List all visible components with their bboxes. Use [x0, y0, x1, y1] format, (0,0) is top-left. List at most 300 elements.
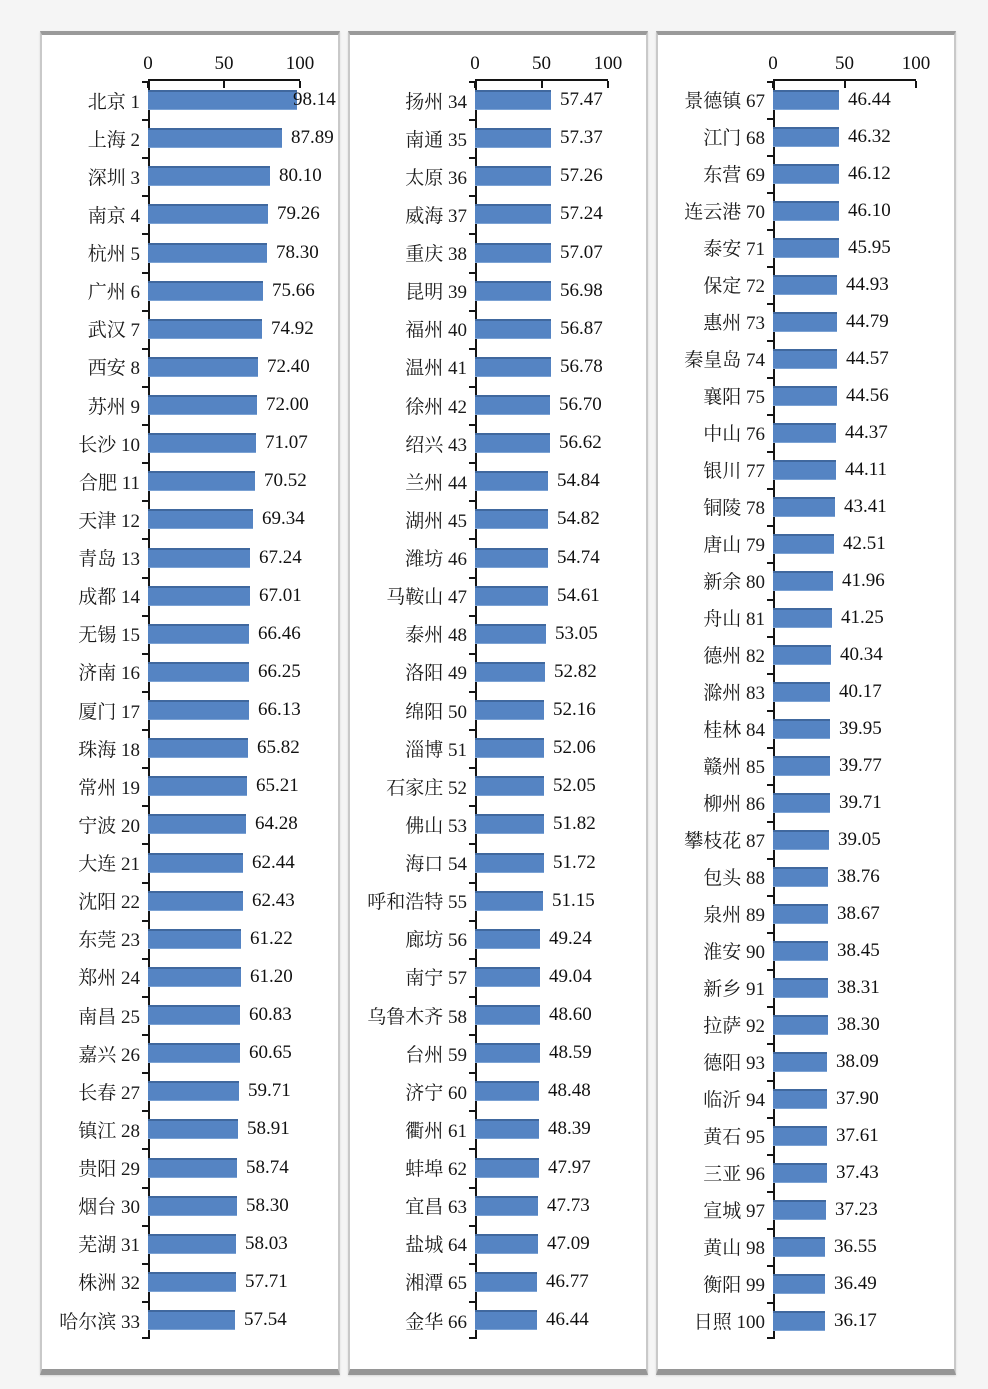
chart-panel — [40, 31, 340, 1375]
value-bar — [773, 904, 828, 924]
bar-track — [148, 1187, 300, 1225]
y-axis-tick-mark — [142, 424, 148, 426]
value-bar — [475, 357, 551, 377]
y-axis-tick-mark — [767, 784, 773, 786]
y-axis-tick-mark — [767, 414, 773, 416]
axis-tick-label: 50 — [835, 53, 854, 74]
city-rank-label: 洛阳 49 — [405, 663, 467, 685]
bar-row — [42, 348, 338, 386]
city-rank-label: 大连 21 — [78, 854, 140, 876]
city-rank-label: 杭州 5 — [87, 244, 140, 266]
value-label: 40.34 — [840, 643, 883, 665]
bars-area — [350, 81, 646, 1339]
city-rank-label: 青岛 13 — [78, 549, 140, 571]
bar-track — [773, 1191, 916, 1228]
city-rank-label: 湘潭 65 — [405, 1273, 467, 1295]
y-axis-tick-mark — [767, 1117, 773, 1119]
y-axis-tick-mark — [142, 920, 148, 922]
city-rank-label: 舟山 81 — [703, 609, 765, 630]
value-label: 38.09 — [836, 1050, 879, 1072]
bar-track — [475, 844, 608, 882]
value-bar — [148, 319, 262, 339]
bars-area — [42, 81, 338, 1339]
value-label: 44.11 — [845, 458, 888, 480]
bar-row — [658, 1154, 954, 1191]
y-axis-tick-mark — [767, 599, 773, 601]
value-bar — [475, 548, 548, 568]
city-rank-label: 惠州 73 — [703, 313, 765, 334]
city-rank-label: 拉萨 92 — [703, 1016, 765, 1037]
chart-panel — [348, 31, 648, 1375]
value-bar — [148, 929, 241, 949]
city-rank-label: 滁州 83 — [703, 683, 765, 704]
bar-track — [148, 272, 315, 310]
bar-row — [350, 1110, 646, 1148]
value-bar — [148, 433, 256, 453]
bar-track — [148, 1225, 300, 1263]
value-label: 57.37 — [560, 127, 603, 149]
bar-track — [475, 1149, 608, 1187]
city-rank-label: 包头 88 — [703, 868, 765, 889]
value-bar — [148, 1310, 235, 1330]
y-axis-tick-mark — [469, 348, 475, 350]
value-label: 57.54 — [244, 1309, 287, 1331]
value-bar — [773, 608, 832, 628]
bar-track — [773, 1006, 916, 1043]
value-label: 46.10 — [848, 199, 891, 221]
city-rank-label: 马鞍山 47 — [386, 587, 467, 609]
value-bar — [773, 534, 834, 554]
value-label: 71.07 — [265, 432, 308, 454]
bar-track — [773, 821, 916, 858]
city-rank-label: 郑州 24 — [78, 968, 140, 990]
value-bar — [773, 978, 828, 998]
value-label: 44.93 — [846, 273, 889, 295]
bar-track — [773, 1302, 916, 1339]
y-axis-tick-mark — [767, 1154, 773, 1156]
bar-row — [42, 195, 338, 233]
bar-row — [350, 691, 646, 729]
city-rank-label: 无锡 15 — [78, 625, 140, 647]
y-axis-tick-mark — [142, 500, 148, 502]
bar-row — [658, 266, 954, 303]
bar-row — [350, 310, 646, 348]
bar-row — [350, 348, 646, 386]
city-rank-label: 石家庄 52 — [386, 777, 467, 799]
y-axis-tick-mark — [767, 1337, 773, 1339]
value-label: 67.24 — [259, 546, 302, 568]
y-axis-tick-mark — [469, 538, 475, 540]
y-axis-tick-mark — [142, 272, 148, 274]
city-rank-label: 上海 2 — [87, 129, 140, 151]
value-label: 56.62 — [559, 432, 602, 454]
y-axis-tick-mark — [142, 119, 148, 121]
value-label: 46.44 — [848, 88, 891, 110]
value-label: 36.55 — [834, 1235, 877, 1257]
city-rank-label: 泉州 89 — [703, 905, 765, 926]
bar-row — [42, 996, 338, 1034]
value-bar — [773, 1015, 828, 1035]
value-label: 48.60 — [549, 1004, 592, 1026]
city-rank-label: 佛山 53 — [405, 815, 467, 837]
bar-track — [773, 636, 916, 673]
bar-track — [475, 1263, 608, 1301]
bar-row — [658, 710, 954, 747]
bar-row — [658, 81, 954, 118]
y-axis-tick-mark — [142, 81, 148, 83]
bar-track — [148, 653, 300, 691]
city-rank-label: 绵阳 50 — [405, 701, 467, 723]
y-axis-tick-mark — [469, 462, 475, 464]
value-label: 58.30 — [246, 1194, 289, 1216]
y-axis-tick-mark — [469, 805, 475, 807]
bar-track — [148, 462, 307, 500]
value-bar — [148, 586, 250, 606]
bar-row — [658, 451, 954, 488]
value-bar — [148, 1119, 238, 1139]
city-rank-label: 长沙 10 — [78, 434, 140, 456]
y-axis-tick-mark — [142, 157, 148, 159]
bar-track — [773, 932, 916, 969]
bar-row — [658, 118, 954, 155]
city-rank-label: 蚌埠 62 — [405, 1159, 467, 1181]
value-label: 58.74 — [246, 1156, 289, 1178]
city-rank-label: 宣城 97 — [703, 1201, 765, 1222]
y-axis-tick-mark — [469, 310, 475, 312]
city-rank-label: 扬州 34 — [405, 91, 467, 113]
bar-row — [42, 462, 338, 500]
y-axis-tick-mark — [142, 233, 148, 235]
value-bar — [148, 1272, 236, 1292]
city-rank-label: 连云港 70 — [684, 202, 765, 223]
value-label: 54.84 — [557, 470, 600, 492]
city-rank-label: 湖州 45 — [405, 510, 467, 532]
city-rank-label: 常州 19 — [78, 777, 140, 799]
value-bar — [475, 509, 548, 529]
bar-row — [42, 767, 338, 805]
bar-track — [148, 1149, 300, 1187]
y-axis-tick-mark — [142, 767, 148, 769]
city-rank-label: 深圳 3 — [87, 167, 140, 189]
value-label: 51.72 — [553, 851, 596, 873]
city-rank-label: 呼和浩特 55 — [367, 892, 467, 914]
value-label: 39.77 — [839, 754, 882, 776]
city-rank-label: 攀枝花 87 — [684, 831, 765, 852]
value-bar — [475, 433, 550, 453]
y-axis-tick-mark — [142, 1263, 148, 1265]
value-bar — [773, 941, 828, 961]
value-label: 51.82 — [553, 813, 596, 835]
city-rank-label: 沈阳 22 — [78, 892, 140, 914]
bar-row — [658, 1006, 954, 1043]
city-rank-label: 黄山 98 — [703, 1238, 765, 1259]
value-bar — [475, 1081, 539, 1101]
x-axis-line — [470, 41, 623, 81]
value-bar — [148, 1043, 240, 1063]
value-bar — [773, 349, 837, 369]
city-rank-label: 三亚 96 — [703, 1164, 765, 1185]
y-axis-tick-mark — [767, 932, 773, 934]
city-rank-label: 江门 68 — [703, 128, 765, 149]
bar-row — [42, 1187, 338, 1225]
y-axis-tick-mark — [767, 81, 773, 83]
bar-row — [42, 1301, 338, 1339]
value-bar — [773, 571, 833, 591]
value-bar — [773, 719, 830, 739]
y-axis-tick-mark — [469, 81, 475, 83]
city-rank-label: 临沂 94 — [703, 1090, 765, 1111]
y-axis-tick-mark — [142, 882, 148, 884]
bar-track — [773, 525, 916, 562]
y-axis-tick-mark — [767, 1302, 773, 1304]
value-label: 78.30 — [276, 241, 319, 263]
y-axis-tick-mark — [469, 1110, 475, 1112]
value-bar — [475, 776, 544, 796]
x-axis-line — [768, 41, 931, 81]
bar-row — [350, 920, 646, 958]
bar-track — [475, 119, 608, 157]
y-axis-tick-mark — [469, 1034, 475, 1036]
value-label: 49.04 — [549, 965, 592, 987]
value-bar — [148, 967, 241, 987]
y-axis-tick-mark — [767, 488, 773, 490]
bar-row — [658, 229, 954, 266]
value-bar — [148, 243, 267, 263]
y-axis-tick-mark — [469, 920, 475, 922]
y-axis-tick-mark — [469, 1301, 475, 1303]
bar-track — [475, 767, 608, 805]
value-label: 54.61 — [557, 584, 600, 606]
value-bar — [148, 1196, 237, 1216]
bar-track — [475, 234, 608, 272]
bar-track — [773, 895, 916, 932]
value-label: 98.14 — [293, 89, 336, 111]
bar-row — [658, 821, 954, 858]
city-rank-label: 唐山 79 — [703, 535, 765, 556]
bar-track — [148, 310, 314, 348]
value-bar — [475, 1196, 538, 1216]
value-bar — [148, 281, 263, 301]
value-bar — [773, 423, 836, 443]
bar-row — [42, 234, 338, 272]
value-bar — [475, 891, 543, 911]
value-label: 60.65 — [249, 1042, 292, 1064]
value-label: 57.47 — [560, 89, 603, 111]
bar-track — [475, 424, 608, 462]
y-axis-tick-mark — [767, 451, 773, 453]
value-bar — [773, 1089, 827, 1109]
value-bar — [148, 738, 248, 758]
bar-track — [475, 1034, 608, 1072]
city-rank-label: 襄阳 75 — [703, 387, 765, 408]
y-axis-tick-mark — [767, 192, 773, 194]
bar-row — [658, 1191, 954, 1228]
value-bar — [773, 127, 839, 147]
bar-track — [773, 451, 916, 488]
city-rank-label: 新余 80 — [703, 572, 765, 593]
bar-track — [773, 1154, 916, 1191]
y-axis-tick-mark — [469, 615, 475, 617]
value-label: 72.00 — [266, 394, 309, 416]
value-label: 48.48 — [548, 1080, 591, 1102]
bar-row — [42, 424, 338, 462]
y-axis-tick-mark — [469, 996, 475, 998]
y-axis-tick-mark — [767, 636, 773, 638]
axis-tick-label: 100 — [285, 53, 315, 74]
city-rank-label: 南宁 57 — [405, 968, 467, 990]
value-bar — [148, 662, 249, 682]
value-bar — [148, 891, 243, 911]
value-label: 64.28 — [255, 813, 298, 835]
bar-row — [42, 500, 338, 538]
y-axis-tick-mark — [767, 858, 773, 860]
city-rank-label: 镇江 28 — [78, 1120, 140, 1142]
bar-track — [475, 195, 608, 233]
value-bar — [475, 814, 544, 834]
bar-track — [475, 539, 608, 577]
city-rank-label: 苏州 9 — [87, 396, 140, 418]
bar-track — [475, 729, 608, 767]
bar-row — [658, 1117, 954, 1154]
bar-row — [350, 500, 646, 538]
axis-tick-label: 50 — [532, 53, 551, 74]
bar-track — [148, 500, 305, 538]
bar-row — [350, 729, 646, 767]
bar-track — [148, 1034, 300, 1072]
y-axis-tick-mark — [469, 691, 475, 693]
chart-panel — [656, 31, 956, 1375]
bar-rows — [42, 81, 338, 1339]
value-label: 44.79 — [846, 310, 889, 332]
y-axis-tick-mark — [767, 673, 773, 675]
bar-track — [773, 562, 916, 599]
y-axis-tick-mark — [142, 1034, 148, 1036]
bar-track — [475, 882, 608, 920]
value-bar — [475, 471, 548, 491]
bar-track — [148, 844, 300, 882]
value-bar — [475, 662, 545, 682]
bar-row — [350, 119, 646, 157]
value-bar — [475, 1310, 537, 1330]
bar-row — [350, 539, 646, 577]
value-bar — [148, 548, 250, 568]
city-rank-label: 宜昌 63 — [405, 1197, 467, 1219]
y-axis-tick-mark — [469, 386, 475, 388]
city-rank-label: 柳州 86 — [703, 794, 765, 815]
bar-row — [42, 1110, 338, 1148]
axis-tick-label: 50 — [214, 53, 234, 74]
bar-row — [658, 747, 954, 784]
value-label: 52.82 — [554, 660, 597, 682]
city-rank-label: 秦皇岛 74 — [684, 350, 765, 371]
value-label: 37.43 — [836, 1161, 879, 1183]
y-axis-tick-mark — [142, 462, 148, 464]
bar-track — [773, 488, 916, 525]
bar-track — [148, 195, 320, 233]
value-bar — [773, 497, 835, 517]
value-label: 58.91 — [247, 1118, 290, 1140]
value-label: 79.26 — [277, 203, 320, 225]
y-axis-tick-mark — [469, 272, 475, 274]
bar-row — [350, 615, 646, 653]
value-label: 75.66 — [272, 279, 315, 301]
bar-track — [773, 599, 916, 636]
bar-track — [773, 340, 916, 377]
city-rank-label: 济南 16 — [78, 663, 140, 685]
bar-track — [773, 377, 916, 414]
value-label: 36.49 — [834, 1272, 877, 1294]
city-rank-label: 贵阳 29 — [78, 1159, 140, 1181]
y-axis-tick-mark — [142, 577, 148, 579]
bar-row — [350, 767, 646, 805]
y-axis-tick-mark — [142, 538, 148, 540]
value-label: 43.41 — [844, 495, 887, 517]
bar-track — [773, 1265, 916, 1302]
value-bar — [475, 738, 544, 758]
value-label: 56.78 — [560, 355, 603, 377]
y-axis-tick-mark — [142, 843, 148, 845]
value-label: 56.87 — [560, 317, 603, 339]
city-rank-label: 黄石 95 — [703, 1127, 765, 1148]
value-label: 44.37 — [845, 421, 888, 443]
value-bar — [475, 395, 550, 415]
value-label: 65.21 — [256, 775, 299, 797]
bar-track — [148, 1263, 300, 1301]
value-label: 58.03 — [245, 1232, 288, 1254]
y-axis-tick-mark — [767, 118, 773, 120]
value-bar — [773, 90, 839, 110]
bar-row — [658, 895, 954, 932]
value-bar — [148, 128, 282, 148]
y-axis-tick-mark — [767, 377, 773, 379]
city-rank-label: 广州 6 — [87, 282, 140, 304]
value-bar — [148, 1081, 239, 1101]
value-label: 38.76 — [837, 865, 880, 887]
bar-row — [42, 272, 338, 310]
y-axis-tick-mark — [469, 500, 475, 502]
bar-track — [475, 272, 608, 310]
value-bar — [773, 460, 836, 480]
y-axis-tick-mark — [469, 1225, 475, 1227]
y-axis-tick-mark — [142, 1148, 148, 1150]
value-label: 62.44 — [252, 851, 295, 873]
city-rank-label: 中山 76 — [703, 424, 765, 445]
bar-row — [658, 932, 954, 969]
bar-row — [658, 155, 954, 192]
city-rank-label: 烟台 30 — [78, 1197, 140, 1219]
city-rank-label: 桂林 84 — [703, 720, 765, 741]
value-label: 80.10 — [279, 165, 322, 187]
value-label: 38.45 — [837, 939, 880, 961]
bar-track — [475, 386, 608, 424]
y-axis-tick-mark — [142, 805, 148, 807]
bar-row — [42, 1034, 338, 1072]
bar-row — [42, 119, 338, 157]
axis-tick-label: 0 — [143, 53, 153, 74]
bar-row — [658, 1302, 954, 1339]
value-label: 87.89 — [291, 127, 334, 149]
bar-track — [148, 386, 309, 424]
value-bar — [475, 967, 540, 987]
y-axis-tick-mark — [469, 767, 475, 769]
x-axis-line — [143, 41, 315, 81]
city-rank-label: 西安 8 — [87, 358, 140, 380]
y-axis-tick-mark — [469, 843, 475, 845]
y-axis-tick-mark — [767, 747, 773, 749]
value-label: 66.13 — [258, 699, 301, 721]
value-bar — [148, 357, 258, 377]
bar-track — [475, 805, 608, 843]
